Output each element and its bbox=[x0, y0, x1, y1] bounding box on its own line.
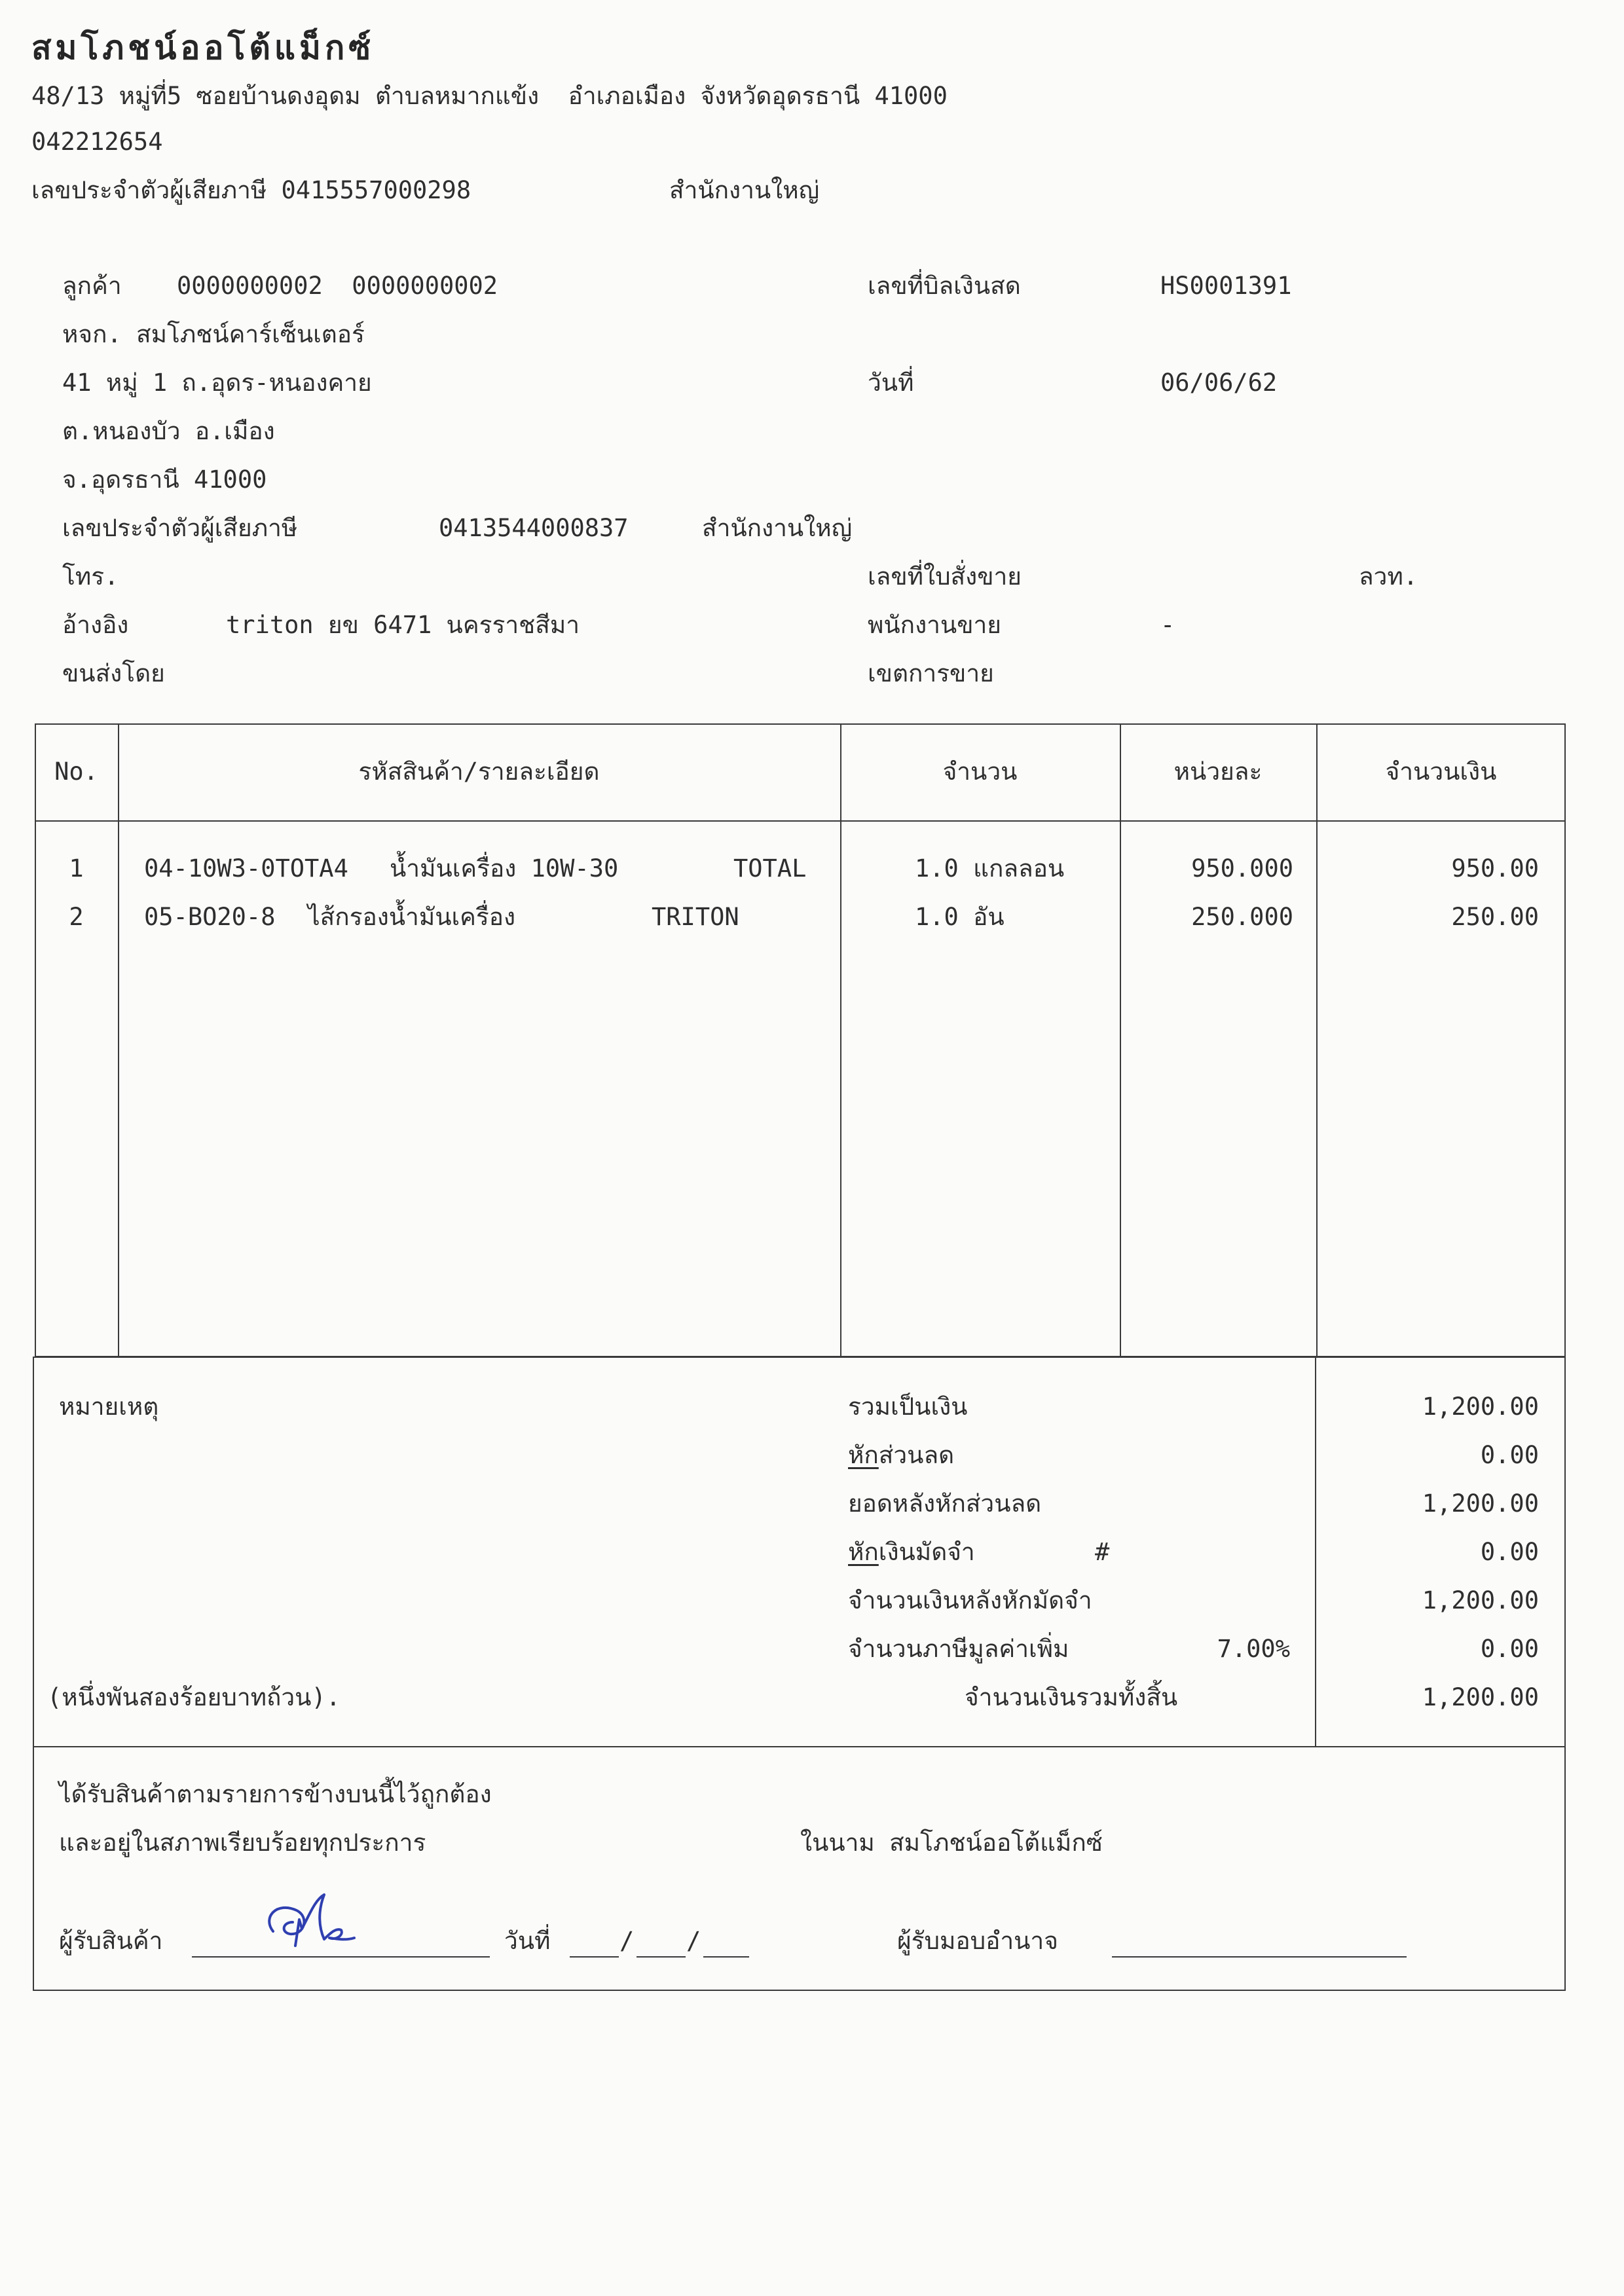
receive-date-month-line bbox=[637, 1956, 686, 1958]
date-label: วันที่ bbox=[868, 369, 914, 397]
customer-label: ลูกค้า bbox=[62, 272, 122, 300]
after-discount-label: ยอดหลังหักส่วนลด bbox=[848, 1489, 1042, 1518]
after-discount-value: 1,200.00 bbox=[1422, 1489, 1539, 1518]
company-phone: 042212654 bbox=[31, 128, 163, 156]
col-divider-price bbox=[1316, 723, 1318, 1357]
customer-phone-label: โทร. bbox=[62, 562, 119, 591]
customer-address-3: จ.อุดรธานี 41000 bbox=[62, 465, 267, 494]
subtotal-value: 1,200.00 bbox=[1422, 1393, 1539, 1421]
items-table bbox=[35, 723, 1566, 1357]
on-behalf-of: ในนาม สมโภชน์ออโต้แม็กซ์ bbox=[800, 1829, 1103, 1857]
discount-value: 0.00 bbox=[1480, 1441, 1539, 1469]
customer-address-2: ต.หนองบัว อ.เมือง bbox=[62, 417, 275, 445]
remark-label: หมายเหตุ bbox=[59, 1393, 159, 1421]
company-branch: สำนักงานใหญ่ bbox=[669, 176, 820, 204]
receive-date-label: วันที่ bbox=[504, 1927, 551, 1955]
deposit-label bbox=[848, 1540, 975, 1564]
row-1-unit-price: 950.000 bbox=[1191, 854, 1293, 883]
discount-label bbox=[848, 1443, 954, 1467]
company-name: สมโภชน์ออโต้แม็กซ์ bbox=[31, 29, 375, 67]
row-1-amount: 950.00 bbox=[1451, 854, 1539, 883]
bill-no: HS0001391 bbox=[1160, 272, 1292, 300]
customer-branch: สำนักงานใหญ่ bbox=[702, 514, 853, 542]
company-address: 48/13 หมู่ที่5 ซอยบ้านดงอุดม ตำบลหมากแข้ง อำเภอเมือง จังหวัดอุดรธานี 41000 bbox=[31, 82, 948, 110]
row-1-code: 04-10W3-0TOTA4 bbox=[144, 854, 348, 883]
bill-no-label: เลขที่บิลเงินสด bbox=[868, 272, 1021, 300]
salesperson-label: พนักงานขาย bbox=[868, 611, 1001, 639]
row-2-unit-price: 250.000 bbox=[1191, 903, 1293, 931]
vat-value: 0.00 bbox=[1480, 1635, 1539, 1663]
receiver-label: ผู้รับสินค้า bbox=[59, 1927, 163, 1955]
receive-date-year-line bbox=[703, 1956, 749, 1958]
receive-date-sep-1: / bbox=[619, 1927, 635, 1955]
salesperson-value: - bbox=[1160, 611, 1175, 639]
col-divider-no bbox=[118, 723, 119, 1357]
reference-label: อ้างอิง bbox=[62, 611, 129, 639]
header-quantity: จำนวน bbox=[942, 757, 1018, 786]
row-1-description: น้ำมันเครื่อง 10W-30 bbox=[390, 854, 619, 883]
after-deposit-label: จำนวนเงินหลังหักมัดจำ bbox=[848, 1586, 1092, 1614]
header-amount: จำนวนเงิน bbox=[1385, 757, 1497, 786]
row-2-amount: 250.00 bbox=[1451, 903, 1539, 931]
row-1-quantity: 1.0 แกลลอน bbox=[915, 854, 1065, 883]
authorized-signature-line bbox=[1112, 1956, 1407, 1958]
row-1-no: 1 bbox=[69, 854, 84, 883]
vat-label: จำนวนภาษีมูลค่าเพิ่ม bbox=[848, 1635, 1069, 1663]
header-unit-price: หน่วยละ bbox=[1173, 757, 1263, 786]
items-header-divider bbox=[35, 820, 1566, 822]
row-2-quantity: 1.0 อัน bbox=[915, 903, 1005, 931]
customer-tax-label: เลขประจำตัวผู้เสียภาษี bbox=[62, 514, 298, 542]
grand-total-label: จำนวนเงินรวมทั้งสิ้น bbox=[965, 1683, 1178, 1711]
deposit-value: 0.00 bbox=[1480, 1538, 1539, 1566]
amount-in-words: (หนึ่งพันสองร้อยบาทถ้วน). bbox=[47, 1683, 341, 1711]
customer-code: 0000000002 0000000002 bbox=[177, 272, 498, 300]
receive-date-day-line bbox=[570, 1956, 619, 1958]
shipping-label: ขนส่งโดย bbox=[62, 659, 165, 687]
order-no-value: ลวท. bbox=[1359, 562, 1418, 591]
row-2-description: ไส้กรองน้ำมันเครื่อง bbox=[308, 903, 516, 931]
customer-address-1: 41 หมู่ 1 ถ.อุดร-หนองคาย bbox=[62, 369, 372, 397]
receiver-signature bbox=[259, 1886, 370, 1958]
deposit-label-prefix: หัก bbox=[848, 1538, 879, 1566]
discount-label-prefix: หัก bbox=[848, 1441, 879, 1469]
subtotal-label: รวมเป็นเงิน bbox=[848, 1393, 968, 1421]
vat-rate: 7.00% bbox=[1217, 1635, 1290, 1663]
order-no-label: เลขที่ใบสั่งขาย bbox=[868, 562, 1022, 591]
reference-value: triton ยข 6471 นครราชสีมา bbox=[226, 611, 580, 639]
col-divider-desc bbox=[840, 723, 841, 1357]
deposit-label-rest: เงินมัดจำ bbox=[878, 1538, 975, 1566]
after-deposit-value: 1,200.00 bbox=[1422, 1586, 1539, 1614]
col-divider-qty bbox=[1120, 723, 1121, 1357]
received-statement-2: และอยู่ในสภาพเรียบร้อยทุกประการ bbox=[59, 1829, 426, 1857]
sales-area-label: เขตการขาย bbox=[868, 659, 994, 687]
row-2-no: 2 bbox=[69, 903, 84, 931]
discount-label-rest: ส่วนลด bbox=[878, 1441, 955, 1469]
row-2-brand: TRITON bbox=[652, 903, 739, 931]
company-tax-id: เลขประจำตัวผู้เสียภาษี 0415557000298 bbox=[31, 176, 471, 204]
authorized-label: ผู้รับมอบอำนาจ bbox=[897, 1927, 1058, 1955]
received-statement-1: ได้รับสินค้าตามรายการข้างบนนี้ไว้ถูกต้อง bbox=[59, 1780, 492, 1808]
header-no: No. bbox=[54, 757, 98, 786]
customer-name: หจก. สมโภชน์คาร์เซ็นเตอร์ bbox=[62, 320, 365, 348]
row-2-code: 05-BO20-8 bbox=[144, 903, 276, 931]
receive-date-sep-2: / bbox=[686, 1927, 701, 1955]
header-description: รหัสสินค้า/รายละเอียด bbox=[358, 757, 600, 786]
row-1-brand: TOTAL bbox=[733, 854, 807, 883]
deposit-hash: # bbox=[1095, 1538, 1110, 1566]
grand-total-value: 1,200.00 bbox=[1422, 1683, 1539, 1711]
invoice-date: 06/06/62 bbox=[1160, 369, 1278, 397]
customer-tax-id: 0413544000837 bbox=[439, 514, 629, 542]
